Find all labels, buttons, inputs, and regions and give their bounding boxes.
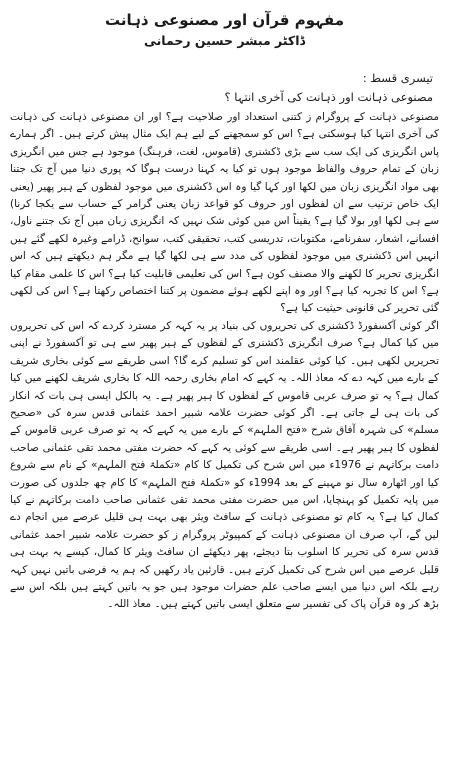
body-paragraph: اگر کوئی آکسفورڈ ڈکشنری کی تحریروں کی بنیاد پر یہ کہہ کر مسترد کردے کہ اس کی تحریروں میں کیا کمال ہے؟ صرف انگریزی ڈکشنری کے لفظوں کے ہیر پھیر سے ہی تو آکسفورڈ نے اپنی تحریریں لکھی ہیں۔ کیا کوئی عقلمند اس کو تسلیم کرے گا؟ اسی طریقے سے کوئی بخاری شریف کے بارے میں کہہ دے کہ معاذ اللہ۔ یہ کہے کہ امام بخاری رحمہ اللہ کا بخاری شریف لکھنے میں کیا کمال ہے؟ یہ تو صرف عربی قاموس کے لفظوں کا ہیر پھیر ہے۔ یہ بالکل ایسی ہی بات کہ انکار کی بات ہی لے جاتی ہے۔ اگر کوئی حضرت علامہ شبیر احمد عثمانی قدس سرہ کی «صحیح مسلم» کی شہرہ آفاق شرح «فتح الملہم» کے بارے میں یہ کہے کہ یہ تو صرف عربی قاموس کے لفظوں کا ہیر پھیر ہے۔ اسی طریقے سے کوئی یہ کہے کہ حضرت مفتی محمد تقی عثمانی صاحب دامت برکاتہم نے 1976ء میں اس شرح کی تکمیل کا کام «تکملۃ فتح الملہم» کے نام سے شروع کیا اور اٹھارہ سال نو مہینے کے بعد 1994ء کو «تکملۃ فتح الملہم» کا کام چھ جلدوں کی صورت میں پایہ تکمیل کو پہنچایا، اس میں حضرت مفتی محمد تقی عثمانی صاحب دامت برکاتہم نے کیا کمال کیا ہے؟ یہ کام تو مصنوعی ذہانت کے سافٹ ویئر بھی بہت ہی قلیل عرصے میں انجام دے لیں گے، آپ صرف ان مصنوعی ذہانت کے کمپیوٹر پروگرام ز کو حضرت علامہ شبیر احمد عثمانی قدس سرہ کی تحریر کا اسلوب بتا دیجئے، پھر دیکھئے ان سافٹ ویئر کا کمال، کیسے یہ بہت ہی قلیل عرصے میں اس شرح کی تکمیل کرتے ہیں۔ قارئین یاد رکھیں کہ ہم یہ فرضی باتیں نہیں کہہ رہے بلکہ اس دنیا میں ایسے صاحب علم حضرات موجود ہیں جو یہ باتیں کہتے ہیں بلکہ اس سے بڑھ کر وہ قرآن پاک کی تفسیر سے متعلق ایسی باتیں کہتے ہیں۔ معاذ اللہ۔ <box>10 319 440 611</box>
body-paragraph: مصنوعی ذہانت کے پروگرام ز کتنی استعداد اور صلاحیت ہے؟ اور ان مصنوعی ذہانت کی ذہانت کی آخری انتہا کیا ہوسکتی ہے؟ اس کو سمجھنے کے لیے ہم ایک مثال پیش کرتے ہیں۔ اگر ہمارے پاس انگریزی کی ایک سب سے بڑی ڈکشنری (قاموس، لغت، فرہنگ) موجود ہے جس میں انگریزی زبان کے تمام حروف والفاظ موجود ہوں تو کیا یہ کہنا درست ہوگا کہ پوری دنیا میں آج تک جتنا بھی مواد انگریزی زبان میں لکھا اور کہا گیا وہ اس ڈکشنری میں موجود لفظوں کے ہیر پھیر (یعنی ایک خاص ترتیب سے ان لفظوں اور حروف کو قواعد زبان یعنی گرامر کے حساب سے یکجا کرنا) سے ہی لکھا اور بولا گیا ہے؟ یقیناً اس میں کوئی شک نہیں کہ انگریزی زبان میں آج تک جتنے ناول، افسانے، اشعار، سفرنامے، مکتوبات، تدریسی کتب، تحقیقی کتب، سوانح، ڈرامے وغیرہ لکھے گئے ہیں انہیں اس ڈکشنری میں موجود لفظوں کی مدد سے ہی لکھا گیا ہے مگر ہم دیکھتے ہیں کہ اس انگریزی تحریر کا لکھنے والا مصنف کون ہے؟ اس کی تعلیمی قابلیت کیا ہے؟ اس کا علمی مقام کیا ہے؟ اس کا تجربہ کیا ہے؟ اور وہ اپنے لکھے ہوئے مضمون پر کتنا اختصاص رکھتا ہے؟ اس کی لکھی گئی تحریر کی قانونی حیثیت کیا ہے؟ <box>10 111 439 315</box>
article-title: مفہوم قرآن اور مصنوعی ذہانت <box>104 11 344 29</box>
section-heading: مصنوعی ذہانت اور ذہانت کی آخری انتہا ؟ <box>224 90 433 104</box>
author-byline: ڈاکٹر مبشر حسین رحمانی <box>143 33 306 48</box>
installment-label: تیسری قسط : <box>362 71 433 85</box>
